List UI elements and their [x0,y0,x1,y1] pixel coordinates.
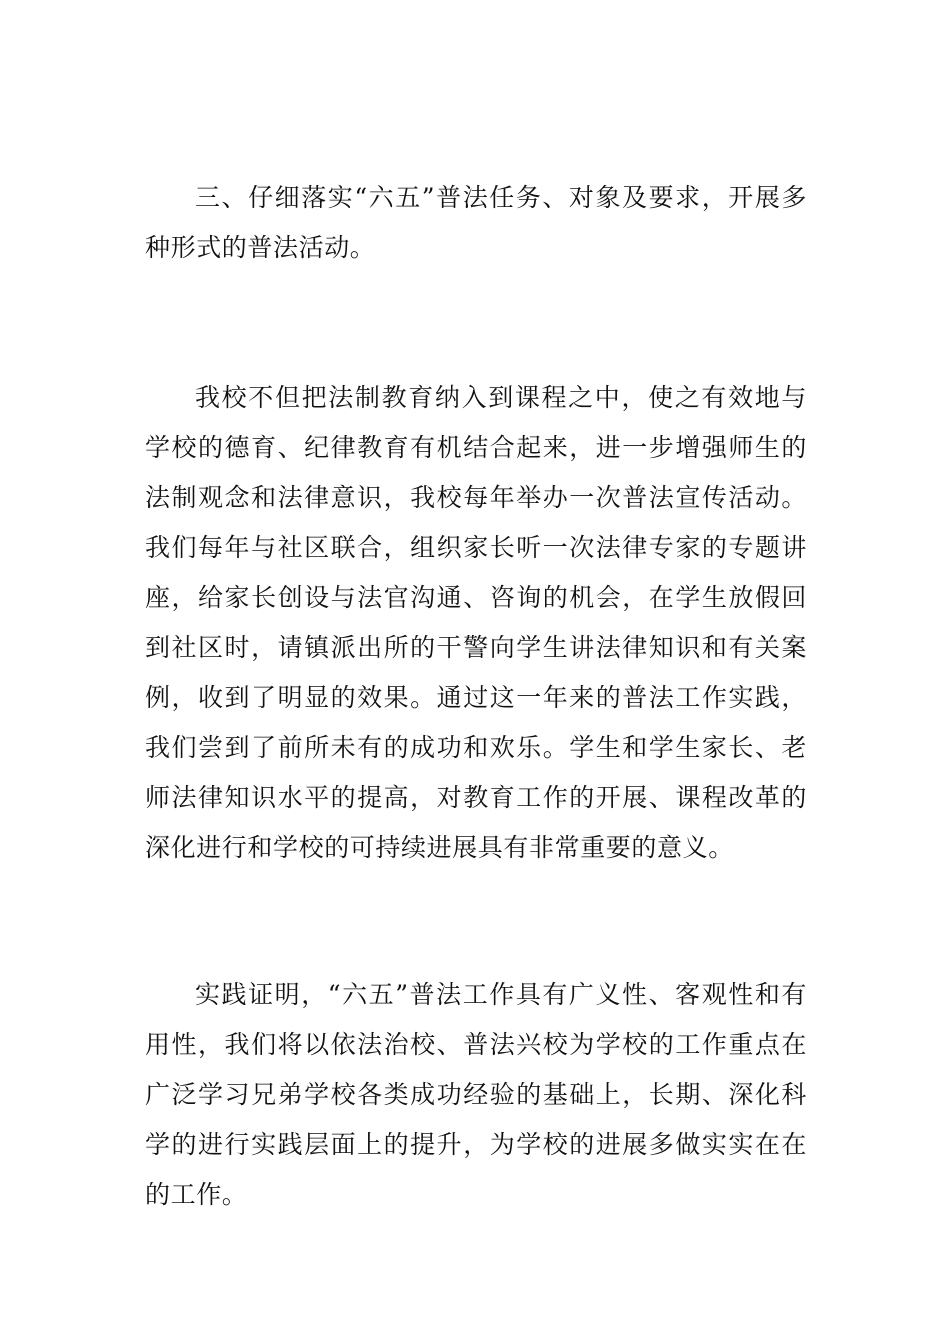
section-heading-paragraph: 三、仔细落实“六五”普法任务、对象及要求，开展多种形式的普法活动。 [145,183,807,262]
body-paragraph-activities: 我校不但把法制教育纳入到课程之中，使之有效地与学校的德育、纪律教育有机结合起来，进一步增强师生的法制观念和法律意识，我校每年举办一次普法宣传活动。我们每年与社区联合，组织家长听一次法律专家的专题讲座，给家长创设与法官沟通、咨询的机会，在学生放假回到社区时，请镇派出所的干警向学生讲法律知识和有关案例，收到了明显的效果。通过这一年来的普法工作实践，我们尝到了前所未有的成功和欢乐。学生和学生家长、老师法律知识水平的提高，对教育工作的开展、课程改革的深化进行和学校的可持续进展具有非常重要的意义。 [145,383,807,862]
body-paragraph-conclusion: 实践证明，“六五”普法工作具有广义性、客观性和有用性，我们将以依法治校、普法兴校为学校的工作重点在广泛学习兄弟学校各类成功经验的基础上，长期、深化科学的进行实践层面上的提升，为学校的进展多做实实在在的工作。 [145,980,807,1209]
